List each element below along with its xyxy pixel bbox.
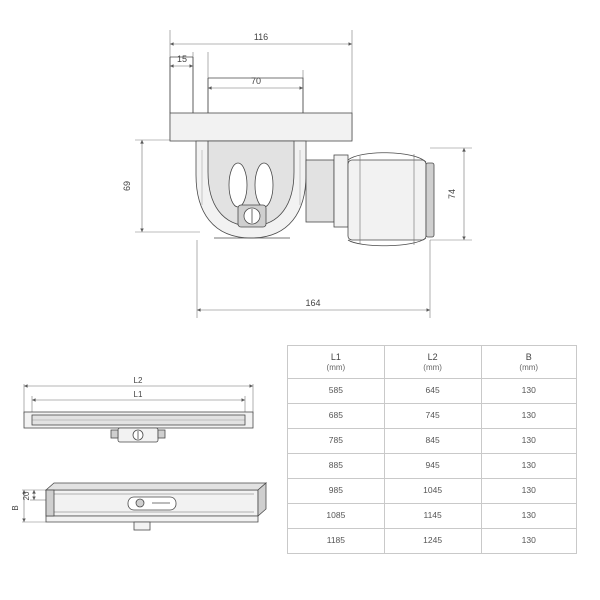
header-label-l2: L2	[427, 352, 438, 363]
cell-l1: 1085	[288, 504, 385, 529]
cell-l1: 585	[288, 379, 385, 404]
header-unit-l1: (mm)	[326, 362, 346, 372]
dim-L1: L1	[133, 390, 143, 399]
table-row	[288, 529, 577, 554]
cell-l1: 685	[288, 404, 385, 429]
cell-l1: 785	[288, 429, 385, 454]
header-label-l1: L1	[330, 352, 341, 363]
table-header-l2	[384, 346, 481, 379]
cell-l2: 1145	[384, 504, 481, 529]
cell-b: 130	[481, 479, 577, 504]
table-header-b	[481, 346, 577, 379]
table-row	[288, 454, 577, 479]
cell-l1: 985	[288, 479, 385, 504]
dim-116: 116	[253, 32, 269, 42]
cell-b: 130	[481, 429, 577, 454]
cell-b: 130	[481, 379, 577, 404]
dim-15: 15	[176, 54, 188, 64]
dim-69: 69	[122, 180, 132, 192]
cell-l2: 645	[384, 379, 481, 404]
channel-front-view	[10, 470, 275, 550]
cell-b: 130	[481, 404, 577, 429]
cell-b: 130	[481, 529, 577, 554]
table-header-row	[288, 346, 577, 379]
header-label-b: B	[525, 352, 532, 363]
header-unit-l2: (mm)	[423, 362, 442, 372]
cell-b: 130	[481, 504, 577, 529]
dim-20: 20	[22, 491, 31, 501]
dimension-table	[287, 345, 577, 554]
cell-l1: 885	[288, 454, 385, 479]
cell-l2: 1045	[384, 479, 481, 504]
dim-L2: L2	[133, 376, 143, 385]
dim-70: 70	[250, 76, 262, 86]
header-unit-b: (mm)	[519, 362, 539, 372]
dim-164: 164	[305, 298, 321, 308]
cell-l2: 945	[384, 454, 481, 479]
table-row	[288, 504, 577, 529]
cell-l2: 745	[384, 404, 481, 429]
cell-l1: 1185	[288, 529, 385, 554]
table-header-l1	[288, 346, 385, 379]
cell-b: 130	[481, 454, 577, 479]
cell-l2: 1245	[384, 529, 481, 554]
channel-plan-view	[10, 370, 275, 460]
dim-74: 74	[447, 188, 457, 200]
table-row	[288, 429, 577, 454]
table-row	[288, 379, 577, 404]
table-row	[288, 479, 577, 504]
table-row	[288, 404, 577, 429]
cell-l2: 845	[384, 429, 481, 454]
dim-B: B	[11, 505, 20, 511]
